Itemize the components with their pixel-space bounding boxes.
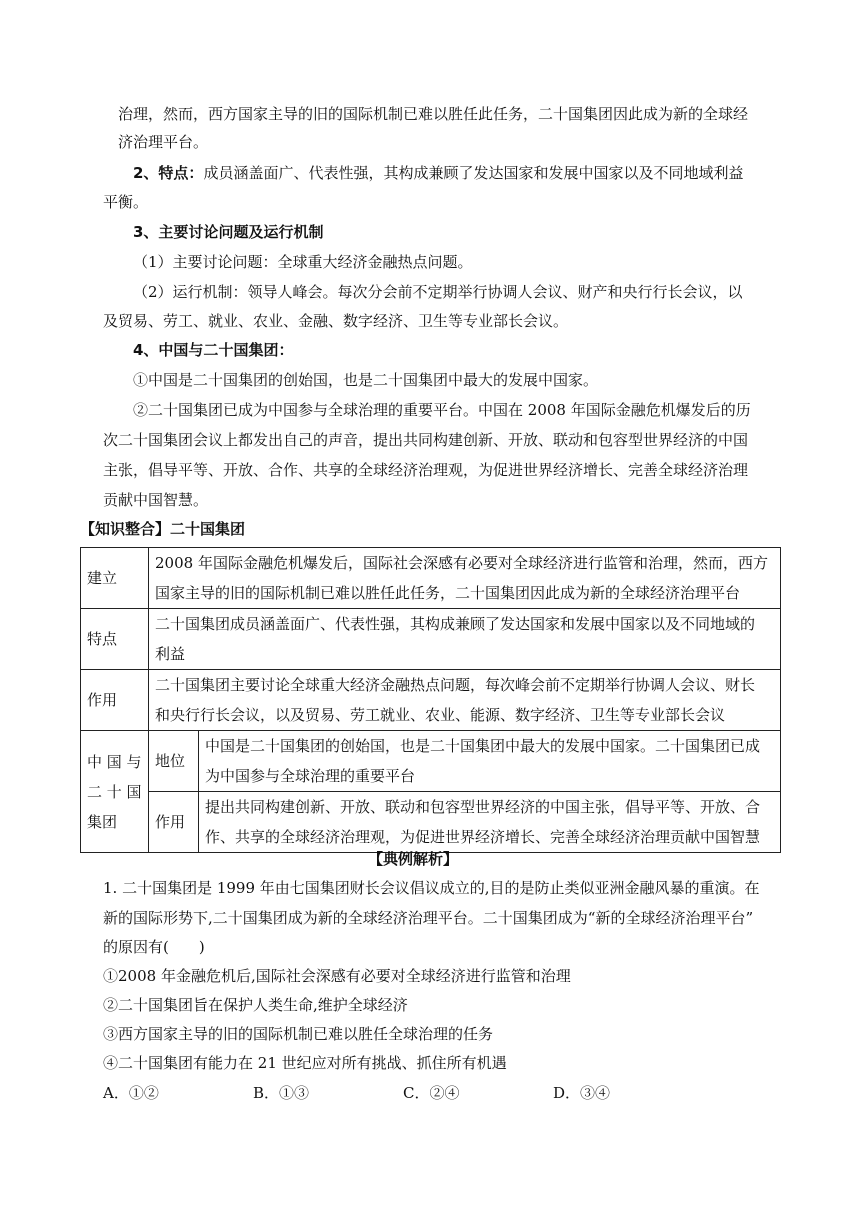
option-c[interactable]: C．②④ bbox=[403, 1084, 460, 1102]
china-label-line-3: 集团 bbox=[87, 812, 118, 831]
answer-options bbox=[103, 1082, 663, 1104]
status-line-2: 为中国参与全球治理的重要平台 bbox=[205, 767, 416, 785]
intro-line-2: 济治理平台。 bbox=[118, 133, 209, 151]
row-label-establish: 建立 bbox=[81, 548, 149, 609]
topics-heading: 3、主要讨论问题及运行机制 bbox=[133, 223, 324, 241]
china-role-content bbox=[199, 792, 781, 853]
features-cell-line-2: 利益 bbox=[155, 645, 186, 663]
table-row-features bbox=[81, 609, 781, 670]
row-label-features: 特点 bbox=[81, 609, 149, 670]
china-item-2-line-4: 贡献中国智慧。 bbox=[103, 491, 209, 509]
features-paragraph bbox=[133, 163, 743, 183]
statement-2: ②二十国集团旨在保护人类生命,维护全球经济 bbox=[103, 996, 408, 1014]
table-row-role bbox=[81, 670, 781, 731]
china-label-line-1: 中 国 与 bbox=[87, 752, 142, 771]
topics-item-2-line-2: 及贸易、劳工、就业、农业、金融、数字经济、卫生等专业部长会议。 bbox=[103, 312, 569, 330]
table-row-establish bbox=[81, 548, 781, 609]
china-item-2-line-2: 次二十国集团会议上都发出自己的声音，提出共同构建创新、开放、联动和包容型世界经济的中国 bbox=[103, 431, 749, 449]
china-heading: 4、中国与二十国集团： bbox=[133, 341, 294, 359]
sub-label-role: 作用 bbox=[149, 792, 199, 853]
example-heading: 【典例解析】 bbox=[368, 850, 459, 868]
intro-line-1: 治理，然而，西方国家主导的旧的国际机制已难以胜任此任务，二十国集团因此成为新的全球经 bbox=[118, 105, 749, 123]
china-label-line-2: 二 十 国 bbox=[87, 782, 142, 801]
role-line-2: 和央行行长会议，以及贸易、劳工就业、农业、能源、数字经济、卫生等专业部长会议 bbox=[155, 706, 726, 724]
features-cell-line-1: 二十国集团成员涵盖面广、代表性强，其构成兼顾了发达国家和发展中国家以及不同地域的 bbox=[155, 615, 756, 633]
china-item-2-line-3: 主张，倡导平等、开放、合作、共享的全球经济治理观，为促进世界经济增长、完善全球经济治理 bbox=[103, 461, 749, 479]
table-row-china-status bbox=[81, 731, 781, 792]
option-b[interactable]: B．①③ bbox=[253, 1084, 310, 1102]
row-label-china bbox=[81, 731, 149, 853]
statement-3: ③西方国家主导的旧的国际机制已难以胜任全球治理的任务 bbox=[103, 1025, 494, 1043]
china-item-1: ①中国是二十国集团的创始国，也是二十国集团中最大的发展中国家。 bbox=[133, 371, 599, 389]
status-line-1: 中国是二十国集团的创始国，也是二十国集团中最大的发展中国家。二十国集团已成 bbox=[205, 737, 761, 755]
row-label-role: 作用 bbox=[81, 670, 149, 731]
sub-label-status: 地位 bbox=[149, 731, 199, 792]
features-text-cont: 平衡。 bbox=[103, 193, 149, 211]
option-a[interactable]: A．①② bbox=[103, 1084, 159, 1102]
summary-heading: 【知识整合】二十国集团 bbox=[80, 520, 246, 538]
question-line-1: 1. 二十国集团是 1999 年由七国集团财长会议倡议成立的,目的是防止类似亚洲金融风暴的重演。在 bbox=[103, 879, 760, 897]
row-content-features bbox=[149, 609, 781, 670]
china-item-2-line-1: ②二十国集团已成为中国参与全球治理的重要平台。中国在 2008 年国际金融危机爆发后的历 bbox=[133, 401, 751, 419]
table-row-china-role bbox=[81, 792, 781, 853]
china-role-line-2: 作、共享的全球经济治理观，为促进世界经济增长、完善全球经济治理贡献中国智慧 bbox=[205, 828, 761, 846]
row-content-establish bbox=[149, 548, 781, 609]
china-role-line-1: 提出共同构建创新、开放、联动和包容型世界经济的中国主张，倡导平等、开放、合 bbox=[205, 798, 761, 816]
role-line-1: 二十国集团主要讨论全球重大经济金融热点问题，每次峰会前不定期举行协调人会议、财长 bbox=[155, 676, 756, 694]
topics-item-1: （1）主要讨论问题：全球重大经济金融热点问题。 bbox=[133, 253, 473, 271]
question-line-3: 的原因有( ) bbox=[103, 938, 205, 956]
establish-line-2: 国家主导的旧的国际机制已难以胜任此任务，二十国集团因此成为新的全球经济治理平台 bbox=[155, 584, 741, 602]
features-heading: 2、特点： bbox=[133, 164, 204, 182]
statement-4: ④二十国集团有能力在 21 世纪应对所有挑战、抓住所有机遇 bbox=[103, 1054, 507, 1072]
row-content-role bbox=[149, 670, 781, 731]
summary-table bbox=[80, 547, 781, 853]
china-status-content bbox=[199, 731, 781, 792]
features-text: 成员涵盖面广、代表性强，其构成兼顾了发达国家和发展中国家以及不同地域利益 bbox=[203, 164, 744, 182]
statement-1: ①2008 年金融危机后,国际社会深感有必要对全球经济进行监管和治理 bbox=[103, 967, 571, 985]
question-line-2: 新的国际形势下,二十国集团成为新的全球经济治理平台。二十国集团成为“新的全球经济治理平台” bbox=[103, 909, 754, 927]
option-d[interactable]: D．③④ bbox=[553, 1084, 611, 1102]
topics-item-2-line-1: （2）运行机制：领导人峰会。每次分会前不定期举行协调人会议、财产和央行行长会议，以 bbox=[133, 283, 743, 301]
establish-line-1: 2008 年国际金融危机爆发后，国际社会深感有必要对全球经济进行监管和治理，然而，西方 bbox=[155, 554, 768, 572]
